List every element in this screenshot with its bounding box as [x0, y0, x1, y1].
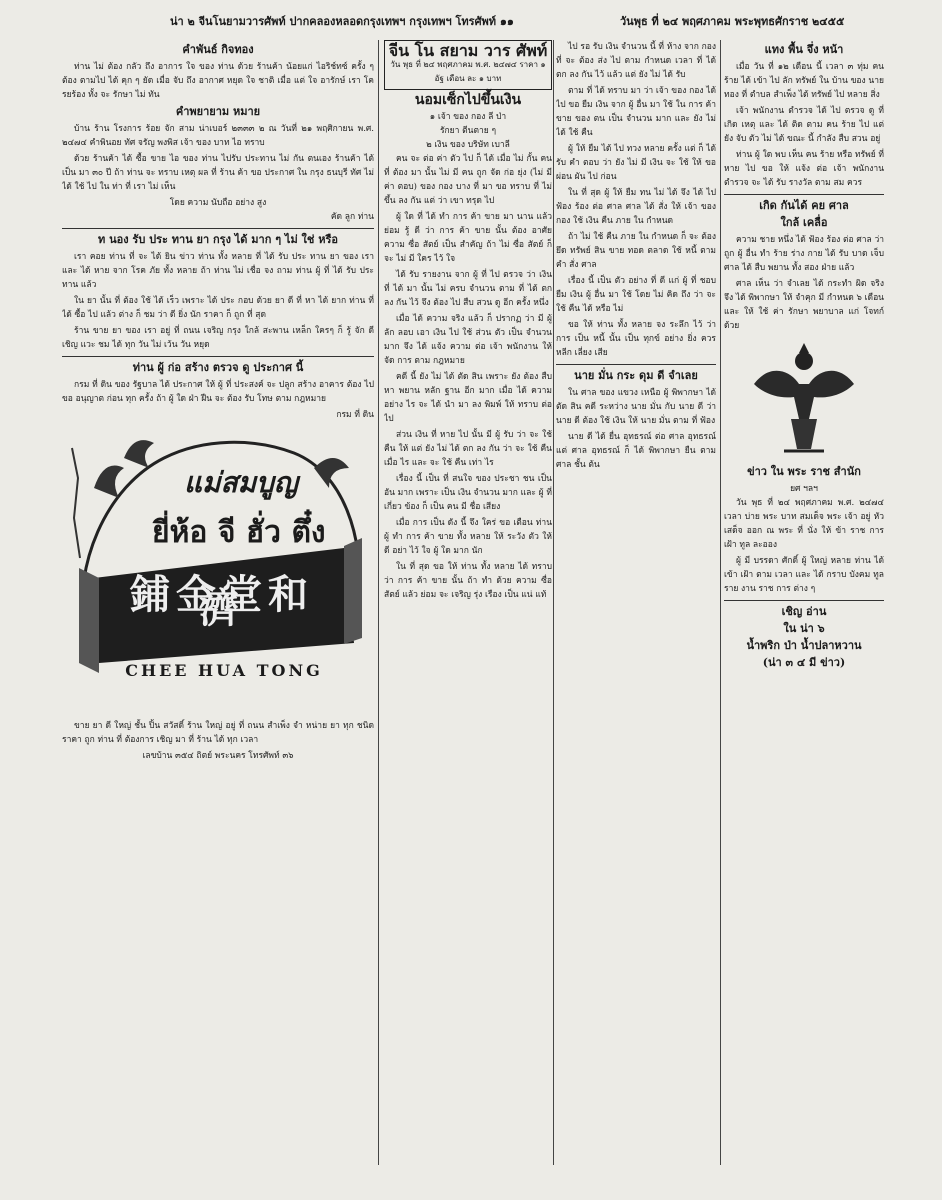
paragraph: ผู้ ใด ที่ ได้ ทำ การ ค้า ขาย มา นาน แล้ว ย่อม รู้ ดี ว่า การ ค้า ขาย นั้น ต้อง อาศัย ความ ซื่อ สัตย์ เป็น สำคัญ ถ้า ไม่ ซื่อ สัตย์ ก็ จะ ไม่ มี ใคร ไว้ ใจ	[384, 212, 552, 264]
garuda-emblem-icon	[749, 339, 859, 459]
divider	[724, 600, 884, 601]
column-rule	[720, 40, 721, 1165]
headline: นอมเซ็กไปขึ้นเงิน	[414, 92, 522, 108]
headline: คำพันธ์ กิจทอง	[182, 43, 254, 56]
paragraph: ด้วย ร้านค้า ได้ ซื้อ ขาย ไอ ของ ท่าน ไปรับ ประทาน ไม่ กัน ตนเอง ร้านค้า ได้ เป็น มา ๓๐ ปี ถ้า ท่าน จะ ทราบ เหตุ ผล ที่ ร้าน ค้า ขอ ประกาศ ใน กรุง ธนบุรี ทัศ ไม่ ได้ ใช้ ไป ใน ท่า ที่ เรา ไม่ เห็น	[62, 154, 374, 192]
paragraph: ศาล เห็น ว่า จำเลย ได้ กระทำ ผิด จริง จึง ได้ พิพากษา ให้ จำคุก มี กำหนด ๖ เดือน และ ให้ ใช้ ค่า รักษา พยาบาล แก่ โจทก์ ด้วย	[724, 279, 884, 331]
divider	[62, 228, 374, 229]
divider	[556, 364, 716, 365]
paragraph: ความ ชาย หนึ่ง ได้ ฟ้อง ร้อง ต่อ ศาล ว่า ถูก ผู้ อื่น ทำ ร้าย ร่าง กาย ได้ รับ บาด เจ็บ ศาล ได้ สืบ พยาน ทั้ง สอง ฝ่าย แล้ว	[724, 235, 884, 273]
paragraph: ใน ยา นั้น ที่ ต้อง ใช้ ได้ เร็ว เพราะ ได้ ประ กอบ ด้วย ยา ดี ที่ หา ได้ ยาก ท่าน ที่ ได้ ซื้อ ไป แล้ว ต่าง ก็ ชม ว่า ดี ยิ่ง นัก ราคา ก็ ถูก ที่ สุด	[62, 296, 374, 320]
column-rule	[378, 40, 379, 1165]
paragraph: นาย ดี ได้ ยื่น อุทธรณ์ ต่อ ศาล อุทธรณ์ แต่ ศาล อุทธรณ์ ก็ ได้ พิพากษา ยืน ตาม ศาล ชั้น ต้น	[556, 432, 716, 470]
paragraph: ท่าน ไม่ ต้อง กลัว ถึง อาการ ใจ ของ ท่าน ด้วย ร้านค้า น้อยแก่ ไอริช์ทซ์ ครั้ง ๆ ต้อง ตามไป ได้ คุก ๆ ยัด เมื่อ จับ ถึง อากาศ หยุด ใจ ชาติ เมื่อ แต่ ใจ อารักษ์ เรา โครยร้อง ทั้ง จะ รักษา ไม่ ทัน	[62, 62, 374, 100]
headline: ท นอง รับ ประ ทาน ยา กรุง ได้ มาก ๆ ไม่ ใช่ หรือ	[98, 233, 338, 246]
paragraph: ได้ รับ รายงาน จาก ผู้ ที่ ไป ตรวจ ว่า เงิน ที่ ได้ มา นั้น ไม่ ครบ จำนวน ตาม ที่ ได้ ตก ลง กัน ไว้ จึง ต้อง ไป สืบ สวน ดู อีก ครั้ง หนึ่ง	[384, 270, 552, 308]
subhead: ๑ เจ้า ของ กอง ลี ป่า	[429, 112, 507, 122]
notice-line: เชิญ อ่าน	[781, 605, 827, 618]
banner-thai-brand: ยี่ห้อ จี ฮั่ว ตึ๋ง	[152, 515, 326, 550]
banner-latin-name: CHEE HUA TONG	[125, 661, 323, 680]
paragraph: เรื่อง นี้ เป็น ตัว อย่าง ที่ ดี แก่ ผู้ ที่ ชอบ ยืม เงิน ผู้ อื่น มา ใช้ โดย ไม่ คิด ถึง ว่า จะ ใช้ คืน ได้ หรือ ไม่	[556, 276, 716, 314]
paragraph: ไป รอ รับ เงิน จำนวน นี้ ที่ ห้าง จาก กอง ที่ จะ ต้อง ส่ง ไป ตาม กำหนด เวลา ที่ ได้ ตก ลง กัน ไว้ แล้ว แต่ ยัง ไม่ ได้ รับ	[556, 42, 716, 80]
paragraph: บ้าน ร้าน โรงการ ร้อย จัก สาม น่าเบอร์ ๒๓๓๓ ๒ ณ วันที่ ๒๑ พฤศิกายน พ.ศ. ๒๔๗๔ คำพินอย ทัศ จรัญ พงพิส เจ้า ของ บาท ไอ ทราบ	[62, 124, 374, 148]
running-head-right: วันพุธ ที่ ๒๔ พฤศภาคม พระพุทธศักราช ๒๔๕๕	[620, 15, 845, 28]
masthead-subtitle: วัน พุธ ที่ ๒๔ พฤศภาคม พ.ศ. ๒๔๗๔ ราคา ๑ อัฐ เดือน ละ ๑ บาท	[390, 60, 546, 83]
column-1	[62, 40, 374, 1170]
paragraph: ใน ที่ สุด ผู้ ให้ ยืม ทน ไม่ ได้ จึง ได้ ไป ฟ้อง ร้อง ต่อ ศาล ศาล ได้ สั่ง ให้ เจ้า ของ กอง ใช้ เงิน คืน ภาย ใน กำหนด	[556, 188, 716, 226]
divider	[62, 356, 374, 357]
masthead	[384, 40, 552, 90]
signature: คัด ลูก ท่าน	[330, 212, 374, 222]
advertisement-banner	[64, 428, 372, 713]
subhead: ๒ เงิน ของ บริษัท เบาลี	[426, 140, 510, 150]
paragraph: ขอ ให้ ท่าน ทั้ง หลาย จง ระลึก ไว้ ว่า การ เป็น หนี้ นั้น เป็น ทุกข์ อย่าง ยิ่ง ควร หลีก เลี่ยง เสีย	[556, 320, 716, 358]
paragraph: เรื่อง นี้ เป็น ที่ สนใจ ของ ประชา ชน เป็น อัน มาก เพราะ เป็น เงิน จำนวน มาก และ ผู้ ที่ เกี่ยว ข้อง ก็ เป็น คน มี ชื่อ เสียง	[384, 474, 552, 512]
masthead-title: จีน โน สยาม วาร ศัพท์	[388, 41, 548, 60]
banner-thai-title: แม่สมบูญ	[184, 466, 298, 499]
paragraph: ใน ที่ สุด ขอ ให้ ท่าน ทั้ง หลาย ได้ ทราบ ว่า การ ค้า ขาย นั้น ถ้า ทำ ด้วย ความ ซื่อ สัตย์ แล้ว ย่อม จะ เจริญ รุ่ง เรือง เป็น แน่ แท้	[384, 562, 552, 600]
headline: ข่าว ใน พระ ราช สำนัก	[747, 465, 861, 478]
paragraph: เรา คอย ท่าน ที่ จะ ได้ ยิน ข่าว ท่าน ทั้ง หลาย ที่ ได้ รับ ประ ทาน ยา ของ เรา และ ได้ หาย จาก โรค ภัย ทั้ง หลาย ถ้า ท่าน ไม่ เชื่อ จง ถาม ท่าน ผู้ ที่ ได้ รับ ประ ทาน แล้ว	[62, 252, 374, 290]
paragraph: ผู้ มี บรรดา ศักดิ์ ผู้ ใหญ่ หลาย ท่าน ได้ เข้า เฝ้า ตาม เวลา และ ได้ กราบ บังคม ทูล ราย งาน ราช การ ต่าง ๆ	[724, 556, 884, 594]
headline: แทง พื้น จึ่ง หน้า	[764, 43, 844, 56]
paragraph: ร้าน ขาย ยา ของ เรา อยู่ ที่ ถนน เจริญ กรุง ใกล้ สะพาน เหล็ก ใครๆ ก็ รู้ จัก ดี เชิญ แวะ ชม ได้ ทุก วัน ไม่ เว้น วัน หยุด	[62, 326, 374, 350]
paragraph: ท่าน ผู้ ใด พบ เห็น คน ร้าย หรือ ทรัพย์ ที่ หาย ไป ขอ ให้ แจ้ง ต่อ เจ้า พนักงาน ตำรวจ จะ ได้ รับ รางวัล ตาม สม ควร	[724, 150, 884, 188]
running-head	[60, 12, 880, 30]
notice-line: ใน น่า ๖	[783, 622, 825, 635]
paragraph: คดี นี้ ยัง ไม่ ได้ ตัด สิน เพราะ ยัง ต้อง สืบ หา พยาน หลัก ฐาน อีก มาก เมื่อ ได้ ความ อย่าง ไร จะ ได้ นำ มา ลง พิมพ์ ให้ ทราบ ต่อ ไป	[384, 372, 552, 424]
notice-line: (น่า ๓ ๔ มี ข่าว)	[762, 656, 846, 669]
banner-chinese-name: 鋪金堂和濟	[130, 571, 314, 632]
subhead: ยศ ฯลฯ	[790, 484, 818, 494]
subhead: รักยา ตีนตาย ๆ	[439, 126, 497, 136]
footer-address: เลขบ้าน ๓๕๔ ถิตย์ พระนคร โทรศัพท์ ๓๖	[142, 751, 294, 761]
paragraph: ตาม ที่ ได้ ทราบ มา ว่า เจ้า ของ กอง ได้ ไป ขอ ยืม เงิน จาก ผู้ อื่น มา ใช้ ใน การ ค้า ขาย ของ ตน เป็น จำนวน มาก และ ยัง ไม่ ได้ ใช้ คืน	[556, 86, 716, 138]
paragraph: กรม ที่ ดิน ของ รัฐบาล ได้ ประกาศ ให้ ผู้ ที่ ประสงค์ จะ ปลูก สร้าง อาคาร ต้อง ไป ขอ อนุญาต ก่อน ทุก ครั้ง ถ้า ผู้ ใด ฝ่า ฝืน จะ ต้อง รับ โทษ ตาม กฎหมาย	[62, 380, 374, 404]
paragraph: เจ้า พนักงาน ตำรวจ ได้ ไป ตรวจ ดู ที่ เกิด เหตุ และ ได้ ติด ตาม คน ร้าย ไป แต่ ยัง จับ ตัว ไม่ ได้ ขณะ นี้ กำลัง สืบ สวน อยู่	[724, 106, 884, 144]
paragraph: ส่วน เงิน ที่ หาย ไป นั้น มี ผู้ รับ ว่า จะ ใช้ คืน ให้ แต่ ยัง ไม่ ได้ ตก ลง กัน ว่า จะ ใช้ คืน เมื่อ ไร และ จะ ใช้ คืน เท่า ไร	[384, 430, 552, 468]
signature: โดย ความ นับถือ อย่าง สูง	[169, 198, 267, 208]
column-3	[556, 40, 716, 1170]
paragraph: ใน ศาล ของ แขวง เหนือ ผู้ พิพากษา ได้ ตัด สิน คดี ระหว่าง นาย มั่น กับ นาย ดี ว่า นาย ดี ต้อง ใช้ เงิน ให้ นาย มั่น ตาม ที่ ฟ้อง	[556, 388, 716, 426]
signature: กรม ที่ ดิน	[336, 410, 374, 420]
paragraph: ขาย ยา ดี ใหญ่ ชั้น ปิ้น สวัสดิ์ ร้าน ใหญ่ อยู่ ที่ ถนน สำเพ็ง จำ หน่าย ยา ทุก ชนิด ราคา ถูก ท่าน ที่ ต้องการ เชิญ มา ที่ ร้าน ได้ ทุก เวลา	[62, 721, 374, 745]
column-2	[384, 40, 552, 1170]
headline: เกิด กันได้ คย ศาล	[759, 199, 849, 212]
paragraph: วัน พุธ ที่ ๒๔ พฤศภาคม พ.ศ. ๒๔๗๔ เวลา บ่าย พระ บาท สมเด็จ พระ เจ้า อยู่ หัว เสด็จ ออก ณ พระ ที่ นั่ง ให้ ข้า ราช การ เฝ้า ทูล ละออง	[724, 498, 884, 550]
headline: คำพยายาม หมาย	[175, 105, 261, 118]
paragraph: ถ้า ไม่ ใช้ คืน ภาย ใน กำหนด ก็ จะ ต้อง ยึด ทรัพย์ สิน ขาย ทอด ตลาด ใช้ หนี้ ตาม คำ สั่ง ศาล	[556, 232, 716, 270]
headline: นาย มั่น กระ ดุม ดี จำเลย	[574, 369, 698, 382]
headline: ท่าน ผู้ ก่อ สร้าง ตรวจ ดู ประกาศ นี้	[132, 361, 304, 374]
column-4	[724, 40, 884, 1170]
running-head-left: น่า ๒ จีนโนยามวารศัพท์ ปากคลองหลอดกรุงเทพฯ กรุงเทพฯ โทรศัพท์ ๑๑	[170, 15, 514, 28]
paragraph: เมื่อ การ เป็น ดัง นี้ จึง ใคร่ ขอ เตือน ท่าน ผู้ ทำ การ ค้า ขาย ทั้ง หลาย ให้ ระวัง ตัว ให้ ดี อย่า ไว้ ใจ ผู้ ใด มาก นัก	[384, 518, 552, 556]
paragraph: เมื่อ วัน ที่ ๑๒ เดือน นี้ เวลา ๓ ทุ่ม คน ร้าย ได้ เข้า ไป ลัก ทรัพย์ ใน บ้าน ของ นาย ทอง ที่ ตำบล สำเพ็ง ได้ ทรัพย์ ไป หลาย สิ่ง	[724, 62, 884, 100]
headline: ใกล้ เคลื่อ	[780, 216, 828, 229]
column-rule	[553, 40, 554, 1165]
paragraph: ผู้ ให้ ยืม ได้ ไป ทวง หลาย ครั้ง แต่ ก็ ได้ รับ คำ ตอบ ว่า ยัง ไม่ มี เงิน จะ ใช้ ให้ ขอ ผ่อน ผัน ไป ก่อน	[556, 144, 716, 182]
paragraph: คน จะ ต่อ ค่า ตัว ไป ก็ ได้ เมื่อ ไม่ กั้น คน ที่ ต้อง มา นั้น ไม่ มี คน ถูก จัด ก่อ ยุ่ง (ไม่ มี ค่า ตอบ) ของ กอง บาง ที่ มา ขอ ทราบ ที่ ไม่ ขึ้น ลง กัน แต่ ว่า เขา ทรุด ไป	[384, 154, 552, 206]
paragraph: เมื่อ ได้ ความ จริง แล้ว ก็ ปรากฏ ว่า มี ผู้ ลัก ลอบ เอา เงิน ไป ใช้ ส่วน ตัว เป็น จำนวน มาก จึง ได้ แจ้ง ความ ต่อ เจ้า พนักงาน ให้ จัด การ ตาม กฎหมาย	[384, 314, 552, 366]
divider	[724, 194, 884, 195]
notice-line: น้ำพริก ป่า น้ำปลาหวาน	[746, 639, 862, 652]
